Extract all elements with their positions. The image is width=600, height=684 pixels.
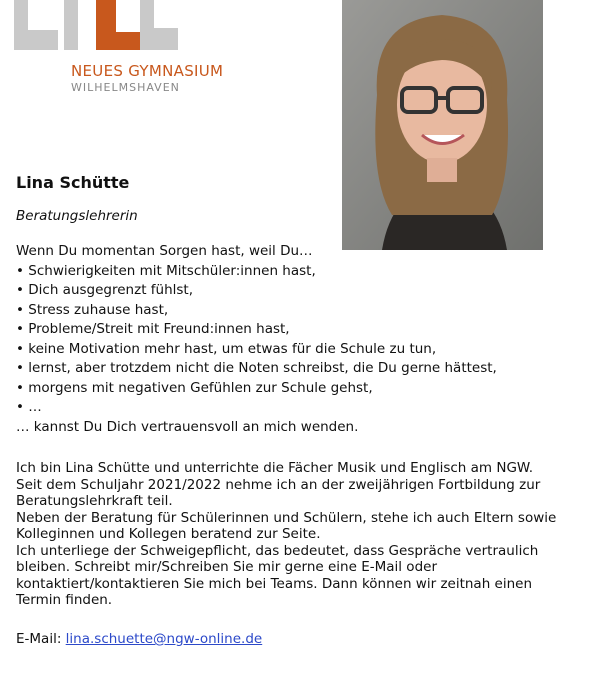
- paragraph-line: Seit dem Schuljahr 2021/2022 nehme ich an der zweijährigen Fortbildung zur: [16, 476, 541, 493]
- logo-block: [140, 0, 154, 50]
- list-item: • lernst, aber trotzdem nicht die Noten schreibst, die Du gerne hättest,: [16, 359, 588, 379]
- paragraph-line: Ich unterliege der Schweigepflicht, das bedeutet, dass Gespräche vertraulich: [16, 542, 539, 559]
- email-link[interactable]: lina.schuette@ngw-online.de: [65, 631, 263, 647]
- paragraph-line: Kolleginnen und Kollegen beratend zur Seite.: [16, 526, 321, 542]
- logo-block: [14, 0, 28, 50]
- email-label: E-Mail:: [16, 631, 62, 647]
- list-item: • Probleme/Streit mit Freund:innen hast,: [16, 320, 588, 340]
- concerns-section: [16, 242, 588, 437]
- list-item: • Schwierigkeiten mit Mitschüler:innen hast,: [16, 262, 588, 282]
- list-item: • Stress zuhause hast,: [16, 301, 588, 321]
- about-paragraph: [16, 460, 588, 609]
- list-item: • …: [16, 398, 588, 418]
- intro-text: Wenn Du momentan Sorgen hast, weil Du…: [16, 243, 313, 259]
- person-name: Lina Schütte: [16, 173, 130, 192]
- paragraph-line: bleiben. Schreibt mir/Schreiben Sie mir gerne eine E-Mail oder: [16, 559, 437, 575]
- paragraph-line: Beratungslehrkraft teil.: [16, 493, 173, 509]
- school-logo[interactable]: [14, 0, 244, 100]
- logo-block: [96, 0, 116, 50]
- logo-block: [64, 0, 78, 50]
- logo-block: [154, 28, 178, 50]
- paragraph-line: kontaktiert/kontaktieren Sie mich bei Teams. Dann können wir zeitnah einen: [16, 575, 533, 592]
- person-role: Beratungslehrerin: [16, 208, 138, 224]
- school-city: WILHELMSHAVEN: [71, 81, 180, 94]
- closing-text: … kannst Du Dich vertrauensvoll an mich wenden.: [16, 418, 359, 435]
- logo-block: [116, 32, 140, 50]
- concerns-list: [16, 262, 588, 418]
- email-line: [16, 631, 262, 647]
- paragraph-line: Ich bin Lina Schütte und unterrichte die Fächer Musik und Englisch am NGW.: [16, 460, 534, 476]
- school-name: NEUES GYMNASIUM: [71, 62, 224, 80]
- logo-block: [28, 30, 58, 50]
- logo-graphic: [14, 0, 184, 50]
- list-item: • keine Motivation mehr hast, um etwas für die Schule zu tun,: [16, 340, 588, 360]
- list-item: • Dich ausgegrenzt fühlst,: [16, 281, 588, 301]
- portrait-illustration: [342, 0, 543, 250]
- paragraph-line: Neben der Beratung für Schülerinnen und Schülern, stehe ich auch Eltern sowie: [16, 509, 557, 526]
- list-item: • morgens mit negativen Gefühlen zur Schule gehst,: [16, 379, 588, 399]
- paragraph-line: Termin finden.: [16, 592, 113, 608]
- portrait-photo: [342, 0, 543, 250]
